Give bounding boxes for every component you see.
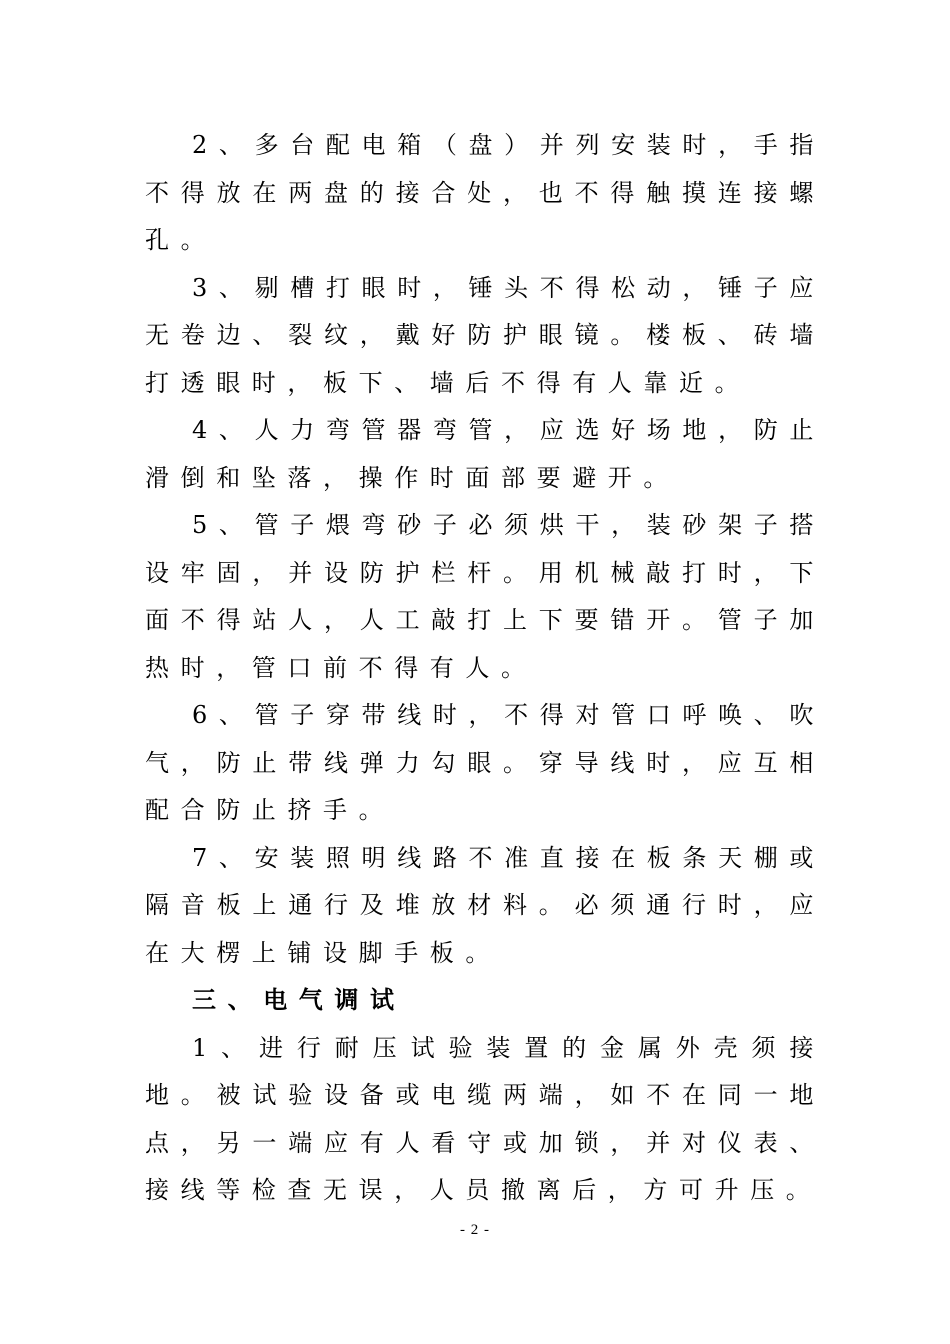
paragraph-item-2: 2、多台配电箱（盘）并列安装时，手指不得放在两盘的接合处，也不得触摸连接螺孔。	[145, 131, 825, 254]
page-number: - 2 -	[460, 1222, 490, 1238]
paragraph-item-7: 7、安装照明线路不准直接在板条天棚或隔音板上通行及堆放材料。必须通行时，应在大楞上铺设脚手板。	[145, 843, 825, 967]
paragraph-item-3: 3、剔槽打眼时，锤头不得松动，锤子应无卷边、裂纹，戴好防护眼镜。楼板、砖墙打透眼时，板下、墙后不得有人靠近。	[145, 273, 825, 397]
body-text	[145, 122, 825, 1215]
paragraph-item-6: 6、管子穿带线时，不得对管口呼唤、吹气，防止带线弹力勾眼。穿导线时，应互相配合防止挤手。	[145, 701, 825, 824]
paragraph-item-4: 4、人力弯管器弯管，应选好场地，防止滑倒和坠落，操作时面部要避开。	[145, 416, 825, 492]
section-paragraph-1: 1、进行耐压试验装置的金属外壳须接地。被试验设备或电缆两端，如不在同一地点，另一端应有人看守或加锁，并对仪表、接线等检查无误，人员撤离后，方可升压。	[145, 1033, 825, 1204]
paragraph-item-5: 5、管子煨弯砂子必须烘干，装砂架子搭设牢固，并设防护栏杆。用机械敲打时，下面不得站人，人工敲打上下要错开。管子加热时，管口前不得有人。	[145, 511, 825, 682]
section-heading: 三、电气调试	[192, 986, 406, 1014]
